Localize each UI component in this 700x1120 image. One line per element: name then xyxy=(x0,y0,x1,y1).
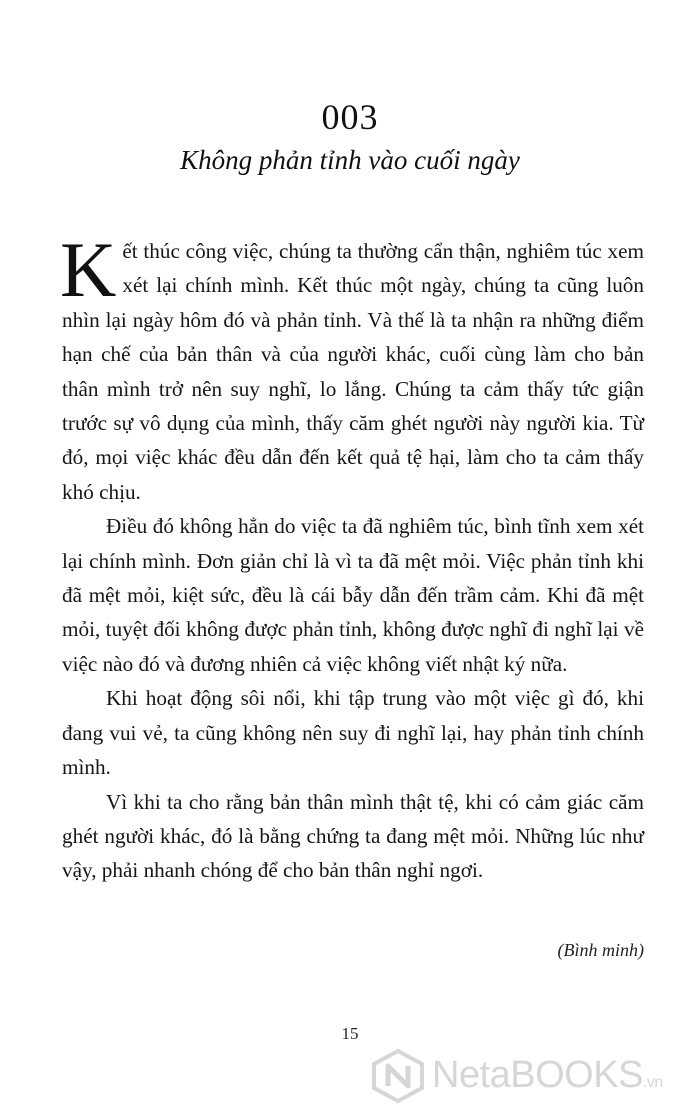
watermark-suffix: .vn xyxy=(642,1074,663,1091)
paragraph-4: Vì khi ta cho rằng bản thân mình thật tệ, khi có cảm giác căm ghét người khác, đó là bằng chứng ta đang mệt mỏi. Những lúc như vậy, phải nhanh chóng để cho bản thân nghỉ ngơi. xyxy=(62,789,644,883)
watermark-text xyxy=(432,1054,663,1097)
watermark-brand: NetaBOOKS xyxy=(432,1054,643,1096)
signature xyxy=(558,940,644,961)
paragraph-1-text: ết thúc công việc, chúng ta thường cẩn thận, nghiêm túc xem xét lại chính mình. Kết thúc một ngày, chúng ta cũng luôn nhìn lại ngày hôm đó và phản tỉnh. Và thế là ta nhận ra những điểm hạn chế của bản thân và của người khác, cuối cùng làm cho bản thân mình trở nên suy nghĩ, lo lắng. Chúng ta cảm thấy tức giận trước sự vô dụng của mình, thấy căm ghét người này người kia. Từ đó, mọi việc khác đều dẫn đến kết quả tệ hại, làm cho ta cảm thấy khó chịu. xyxy=(62,239,644,504)
paragraph-3: Khi hoạt động sôi nổi, khi tập trung vào một việc gì đó, khi đang vui vẻ, ta cũng không nên suy đi nghĩ lại, hay phản tỉnh chính mình. xyxy=(62,686,644,780)
watermark xyxy=(370,1048,690,1108)
paragraph-2: Điều đó không hẳn do việc ta đã nghiêm túc, bình tĩnh xem xét lại chính mình. Đơn giản chỉ là vì ta đã mệt mỏi. Việc phản tỉnh khi đã mệt mỏi, kiệt sức, đều là cái bẫy dẫn đến trầm cảm. Khi đã mệt mỏi, tuyệt đối không được phản tỉnh, không được nghĩ đi nghĩ lại về việc nào đó và đương nhiên cả việc không viết nhật ký nữa. xyxy=(62,514,644,676)
chapter-number: 003 xyxy=(321,97,379,137)
body-text xyxy=(60,226,644,888)
page-number: 15 xyxy=(341,1024,359,1043)
chapter-title: Không phản tỉnh vào cuối ngày xyxy=(180,145,520,175)
drop-cap: K xyxy=(60,226,117,313)
signature-text: (Bình minh) xyxy=(557,940,644,960)
paragraph-1 xyxy=(60,226,644,509)
netabooks-logo-icon xyxy=(370,1048,426,1104)
